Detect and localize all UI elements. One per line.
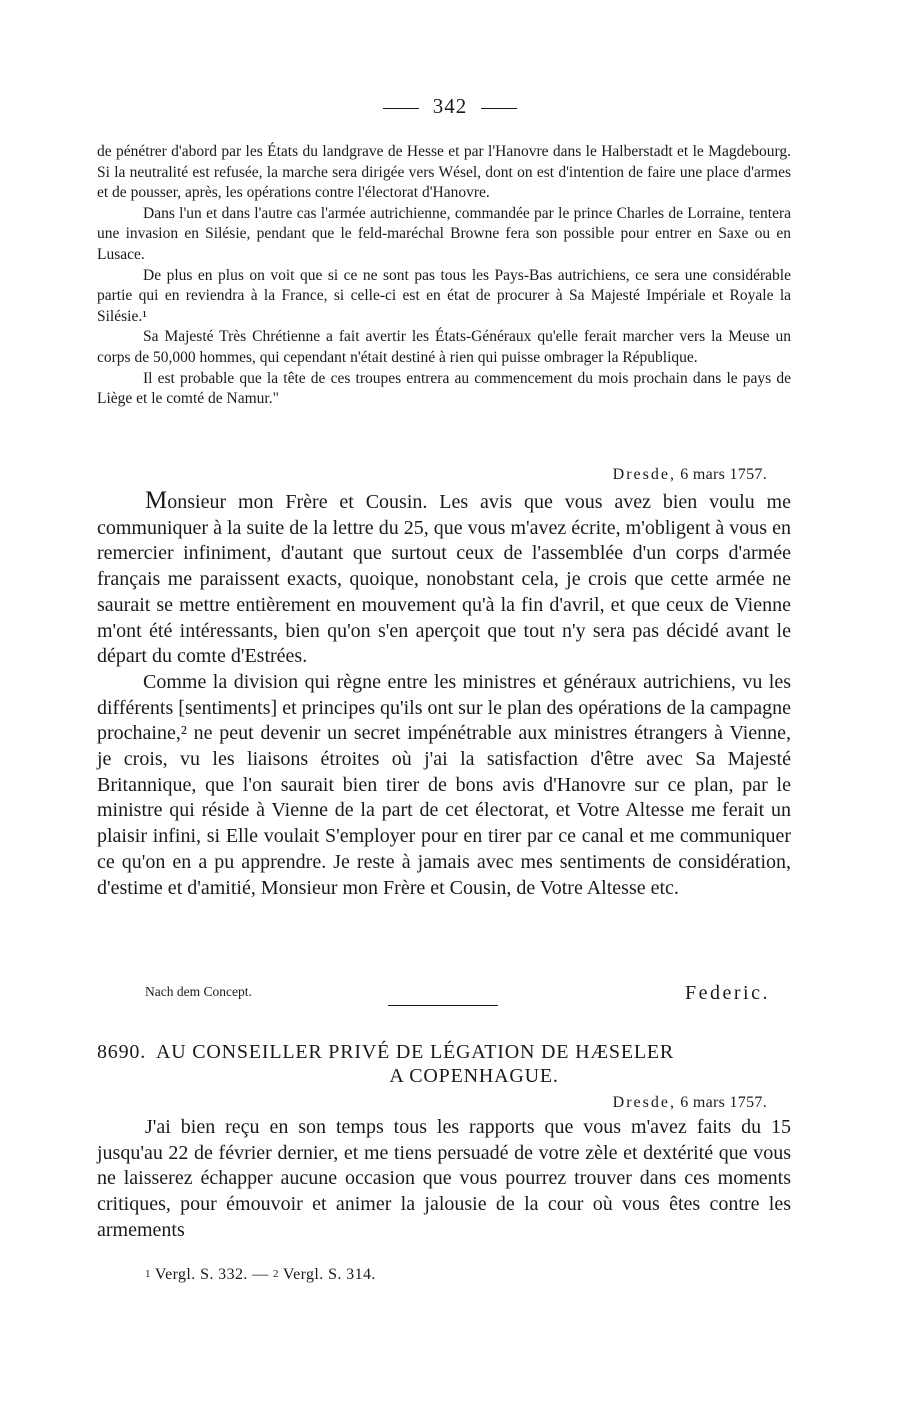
opening-capital: J xyxy=(145,1116,153,1138)
page-header xyxy=(0,94,900,119)
report-paragraph: Sa Majesté Très Chrétienne a fait avertir les États-Généraux qu'elle ferait marcher vers la Meuse un corps de 50,000 hommes, qui cependant n'était destiné à rien qui puisse ombrager la République. xyxy=(97,328,791,366)
footnote-separator: — xyxy=(252,1266,269,1283)
section-number: 8690. xyxy=(97,1041,146,1063)
letter-paragraph: Comme la division qui règne entre les ministres et généraux autrichiens, vu les différents [sentiments] et principes qu'ils ont sur le plan des opérations de la campagne prochaine,² ne peut devenir un secret impénétrable aux ministres étrangers à Vienne, je crois, vu les liaisons étroites où j'ai la satisfaction d'être avec Sa Majesté Britannique, que l'on saurait bien tirer de bons avis d'Hanovre sur ce plan, par le ministre qui réside à Vienne de la part de cet électorat, et Votre Altesse me ferait un plaisir infini, si Elle voulait S'employer pour en tirer par ce canal et me communiquer ce qu'on en a pu apprendre. Je reste à jamais avec mes sentiments de considération, d'estime et d'amitié, Monsieur mon Frère et Cousin, de Votre Altesse etc. xyxy=(97,670,791,899)
footnote-mark: 1 xyxy=(145,1268,151,1280)
footnote-mark: 2 xyxy=(273,1268,279,1280)
section-title-line1: AU CONSEILLER PRIVÉ DE LÉGATION DE HÆSELER xyxy=(156,1041,675,1063)
report-paragraph: Dans l'un et dans l'autre cas l'armée autrichienne, commandée par le prince Charles de Lorraine, tentera une invasion en Silésie, pendant que le feld-maréchal Browne fera son possible pour entrer en Saxe ou en Lusace. xyxy=(97,204,791,263)
letter1-body xyxy=(97,488,791,901)
dateline-place: Dresde, xyxy=(612,466,676,483)
opening-capital: M xyxy=(145,487,168,514)
section-title-line2: A COPENHAGUE. xyxy=(389,1065,559,1087)
report-paragraph: de pénétrer d'abord par les États du landgrave de Hesse et par l'Hanovre dans le Halberstadt et le Magdebourg. Si la neutralité est refusée, la marche sera dirigée vers Wésel, dont on est d'intention de faire une place d'armes et de pousser, après, les opérations contre l'électorat d'Hanovre. xyxy=(97,143,791,202)
letter1-dateline xyxy=(613,466,767,484)
letter-paragraph-text: 'ai bien reçu en son temps tous les rapports que vous m'avez faits du 15 jusqu'au 22 de février dernier, et me tiens persuadé de votre zèle et dextérité que vous ne laisserez échapper aucune occasion que vous pourrez trouver dans ces moments critiques, pour émouvoir et animer la jalousie de la cour où vous êtes contre les armements xyxy=(97,1116,791,1241)
dateline-place: Dresde, xyxy=(612,1094,676,1111)
dateline-date: 6 mars 1757. xyxy=(680,466,767,483)
letter-paragraph-text: onsieur mon Frère et Cousin. Les avis que vous avez bien voulu me communiquer à la suite de la lettre du 25, que vous m'avez écrite, m'obligent à vous en remercier infiniment, d'autant que surtout ceux de l'assemblée d'un corps d'armée français me paraissent exacts, quoique, nonobstant cela, je crois que cette armée ne saurait se mettre entièrement en mouvement qu'à la fin d'avril, et que ceux de Vienne m'ont été intéressants, bien qu'on s'en aperçoit que tout n'y sera pas décidé avant le départ du comte d'Estrées. xyxy=(97,491,791,668)
footnote-text: Vergl. S. 332. xyxy=(154,1266,248,1283)
page-number: 342 xyxy=(432,94,468,118)
report-paragraph: De plus en plus on voit que si ce ne sont pas tous les Pays-Bas autrichiens, ce sera une considérable partie qui en reviendra à la France, si celle-ci est en état de procurer à Sa Majesté Impériale et Royale la Silésie.¹ xyxy=(97,266,791,325)
section-heading xyxy=(97,1040,791,1088)
dateline-date: 6 mars 1757. xyxy=(680,1094,767,1111)
report-paragraph: Il est probable que la tête de ces troupes entrera au commencement du mois prochain dans le pays de Liège et le comté de Namur." xyxy=(97,369,791,408)
preceding-report-text xyxy=(97,142,791,410)
letter-paragraph xyxy=(97,488,791,670)
header-dash-right xyxy=(481,108,517,109)
letter2-dateline xyxy=(613,1094,767,1112)
header-dash-left xyxy=(383,108,419,109)
letter2-body xyxy=(97,1115,791,1244)
footnote-text: Vergl. S. 314. xyxy=(282,1266,376,1283)
letter-paragraph xyxy=(97,1115,791,1244)
signature: Federic. xyxy=(685,982,770,1004)
section-divider xyxy=(388,1005,498,1006)
footnotes xyxy=(145,1266,376,1284)
source-note: Nach dem Concept. xyxy=(145,984,252,999)
